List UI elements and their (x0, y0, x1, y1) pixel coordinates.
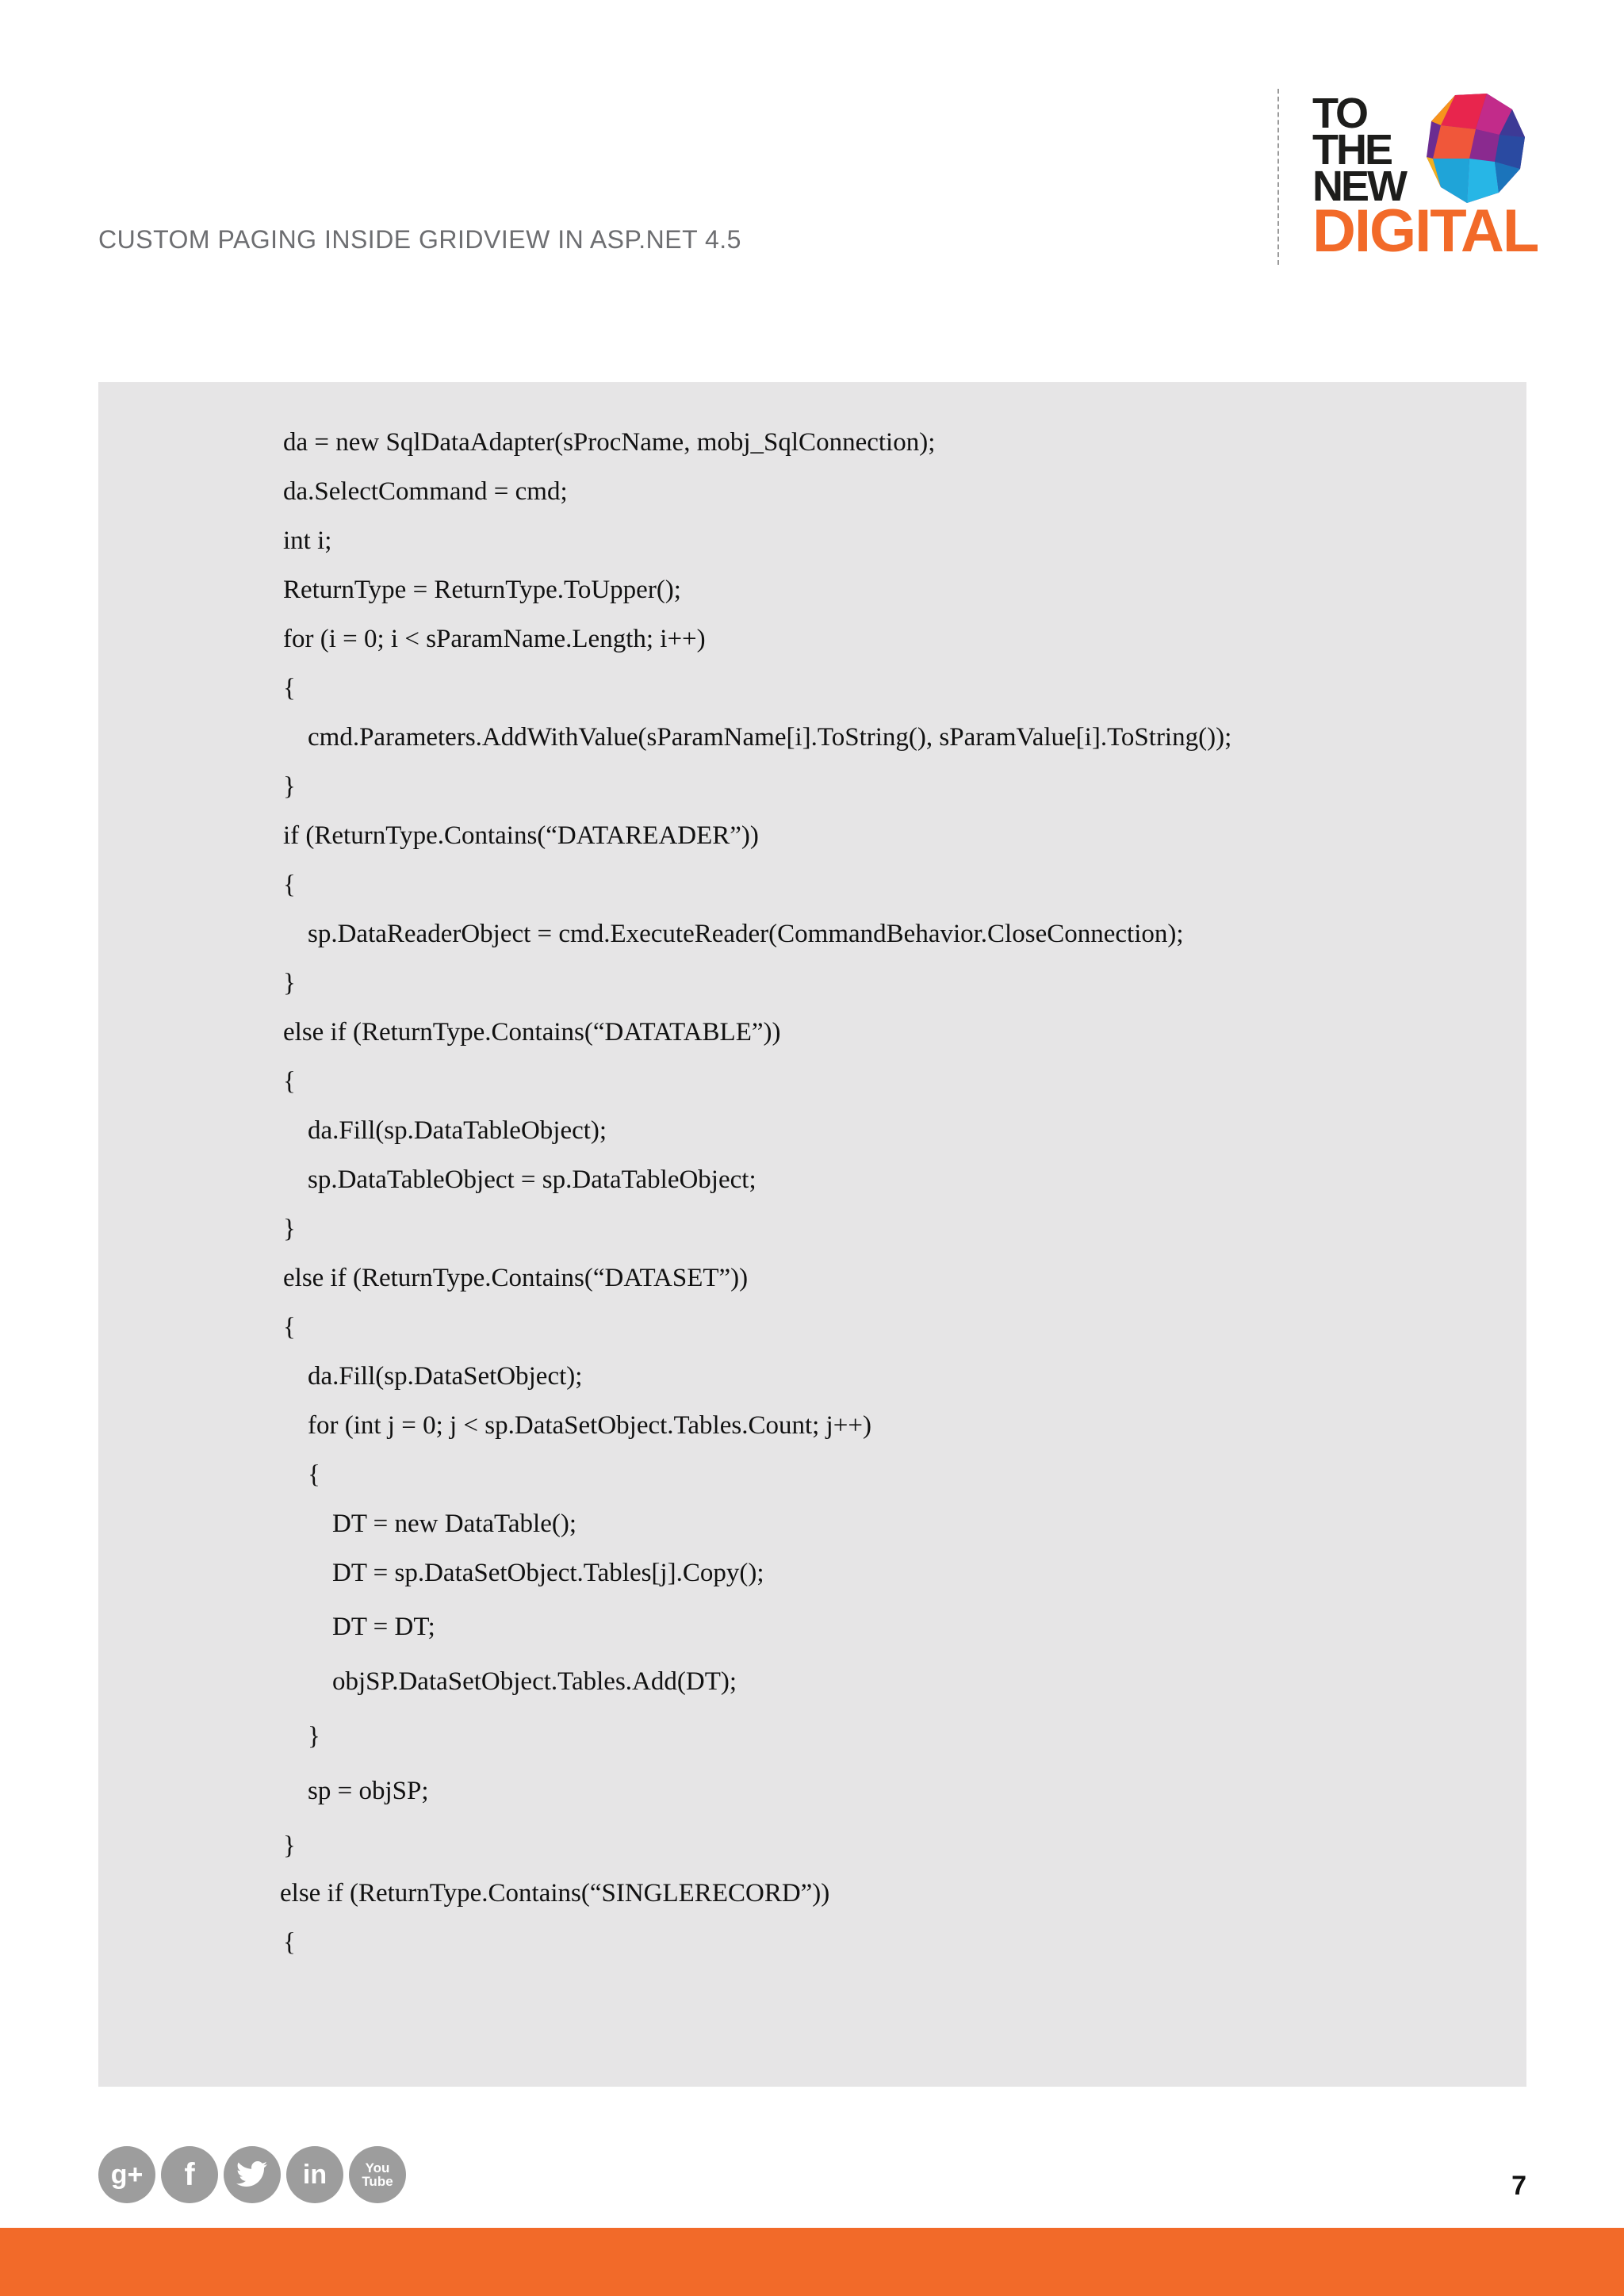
code-line: { (283, 1313, 296, 1341)
code-line: } (308, 1722, 320, 1751)
document-header-title: CUSTOM PAGING INSIDE GRIDVIEW IN ASP.NET 4.5 (98, 225, 741, 254)
code-line: DT = new DataTable(); (332, 1510, 576, 1538)
code-line: else if (ReturnType.Contains(“DATASET”)) (283, 1264, 749, 1292)
code-line: } (283, 1831, 296, 1860)
code-line: sp.DataReaderObject = cmd.ExecuteReader(CommandBehavior.CloseConnection); (308, 920, 1184, 948)
code-line: da = new SqlDataAdapter(sProcName, mobj_SqlConnection); (283, 428, 936, 457)
logo-gem-icon (1423, 94, 1526, 205)
logo-text-the: THE (1312, 126, 1391, 174)
code-line: } (283, 1215, 296, 1243)
facebook-glyph: f (184, 2156, 195, 2192)
code-line: { (283, 674, 296, 702)
youtube-icon[interactable] (349, 2146, 406, 2203)
footer-bar (0, 2228, 1624, 2296)
code-line: else if (ReturnType.Contains(“SINGLERECORD”)) (280, 1879, 830, 1908)
logo-text-to: TO (1312, 90, 1367, 137)
linkedin-icon[interactable] (286, 2146, 343, 2203)
youtube-glyph: You Tube (362, 2160, 393, 2189)
page-number: 7 (1511, 2171, 1526, 2201)
logo-text-digital: DIGITAL (1312, 197, 1538, 265)
code-listing (98, 382, 1526, 2087)
linkedin-glyph: in (302, 2159, 327, 2190)
twitter-bird-icon (236, 2161, 268, 2188)
code-line: for (int j = 0; j < sp.DataSetObject.Tables.Count; j++) (308, 1411, 871, 1440)
google-plus-glyph: g+ (110, 2159, 144, 2190)
code-line: for (i = 0; i < sParamName.Length; i++) (283, 625, 706, 653)
code-line: int i; (283, 526, 332, 555)
code-line: sp = objSP; (308, 1777, 429, 1805)
code-line: if (ReturnType.Contains(“DATAREADER”)) (283, 821, 759, 850)
code-line: ReturnType = ReturnType.ToUpper(); (283, 576, 681, 604)
code-line: } (283, 969, 296, 997)
logo-text-new: NEW (1312, 163, 1405, 210)
code-line: { (283, 871, 296, 899)
code-line: { (283, 1928, 296, 1957)
code-line: DT = DT; (332, 1613, 435, 1641)
code-line: { (308, 1460, 320, 1489)
code-line: DT = sp.DataSetObject.Tables[j].Copy(); (332, 1559, 764, 1587)
code-line: da.SelectCommand = cmd; (283, 477, 568, 506)
code-line: da.Fill(sp.DataSetObject); (308, 1362, 583, 1391)
code-line: } (283, 772, 296, 801)
code-line: sp.DataTableObject = sp.DataTableObject; (308, 1165, 756, 1194)
code-line: objSP.DataSetObject.Tables.Add(DT); (332, 1667, 737, 1696)
twitter-icon[interactable] (224, 2146, 281, 2203)
brand-logo (1312, 89, 1538, 265)
code-line: else if (ReturnType.Contains(“DATATABLE”)) (283, 1018, 781, 1047)
code-line: { (283, 1067, 296, 1096)
code-line: cmd.Parameters.AddWithValue(sParamName[i].ToString(), sParamValue[i].ToString()); (308, 723, 1232, 752)
code-line: da.Fill(sp.DataTableObject); (308, 1116, 607, 1145)
google-plus-icon[interactable] (98, 2146, 155, 2203)
header-divider (1277, 89, 1279, 265)
facebook-icon[interactable] (161, 2146, 218, 2203)
